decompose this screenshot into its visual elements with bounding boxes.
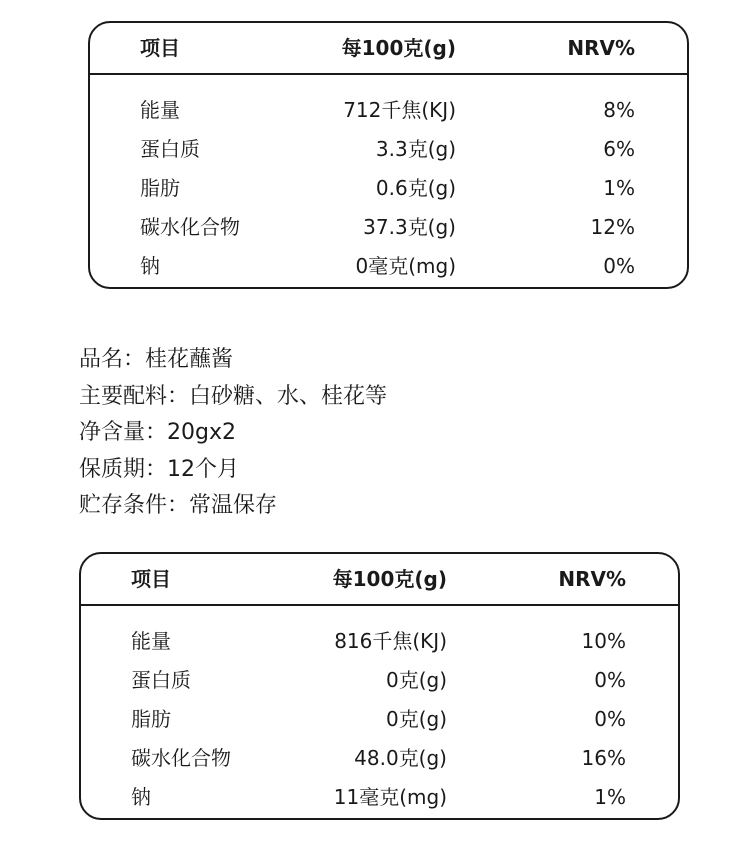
table-row <box>81 616 678 655</box>
row-per100g: 48.0克(g) <box>354 746 447 770</box>
row-item: 碳水化合物 <box>131 746 231 770</box>
header-item: 项目 <box>140 36 180 60</box>
row-nrv: 8% <box>603 98 635 122</box>
row-per100g: 3.3克(g) <box>375 137 456 161</box>
row-item: 蛋白质 <box>131 668 191 692</box>
table-row <box>90 202 687 241</box>
row-nrv: 0% <box>594 668 626 692</box>
row-per100g: 712千焦(KJ) <box>343 98 456 122</box>
header-nrv: NRV% <box>567 36 635 60</box>
row-nrv: 6% <box>603 137 635 161</box>
product-shelf-life: 保质期：12个月 <box>79 456 239 482</box>
table-row <box>90 124 687 163</box>
row-nrv: 1% <box>594 785 626 809</box>
product-net-content: 净含量：20gx2 <box>79 420 236 445</box>
row-item: 钠 <box>140 254 160 278</box>
table-row <box>90 163 687 202</box>
row-nrv: 10% <box>581 629 626 653</box>
row-per100g: 11毫克(mg) <box>333 785 447 809</box>
table-row <box>90 85 687 124</box>
row-item: 能量 <box>131 629 171 653</box>
row-item: 碳水化合物 <box>140 215 240 239</box>
table-row <box>81 655 678 694</box>
row-nrv: 1% <box>603 176 635 200</box>
row-per100g: 0.6克(g) <box>375 176 456 200</box>
table-header <box>81 554 678 606</box>
row-nrv: 16% <box>581 746 626 770</box>
table-body <box>90 75 687 287</box>
nutrition-table-bottom <box>79 552 680 820</box>
row-item: 蛋白质 <box>140 137 200 161</box>
row-nrv: 12% <box>590 215 635 239</box>
row-item: 脂肪 <box>140 176 180 200</box>
row-nrv: 0% <box>603 254 635 278</box>
row-item: 脂肪 <box>131 707 171 731</box>
table-row <box>81 733 678 772</box>
header-per100g: 每100克(g) <box>341 36 456 60</box>
row-per100g: 37.3克(g) <box>363 215 456 239</box>
row-per100g: 0克(g) <box>385 668 447 692</box>
row-item: 能量 <box>140 98 180 122</box>
row-per100g: 0毫克(mg) <box>355 254 456 278</box>
row-per100g: 816千焦(KJ) <box>334 629 447 653</box>
table-row <box>90 241 687 280</box>
product-name: 品名：桂花蘸酱 <box>79 347 234 372</box>
header-per100g: 每100克(g) <box>332 567 447 591</box>
nutrition-table-top <box>88 21 689 289</box>
product-storage: 贮存条件：常温保存 <box>79 493 278 518</box>
row-item: 钠 <box>131 785 151 809</box>
product-info <box>79 342 387 525</box>
row-nrv: 0% <box>594 707 626 731</box>
table-body <box>81 606 678 818</box>
product-ingredients: 主要配料：白砂糖、水、桂花等 <box>79 383 388 409</box>
header-item: 项目 <box>131 567 171 591</box>
table-row <box>81 772 678 811</box>
table-row <box>81 694 678 733</box>
row-per100g: 0克(g) <box>385 707 447 731</box>
table-header <box>90 23 687 75</box>
header-nrv: NRV% <box>558 567 626 591</box>
